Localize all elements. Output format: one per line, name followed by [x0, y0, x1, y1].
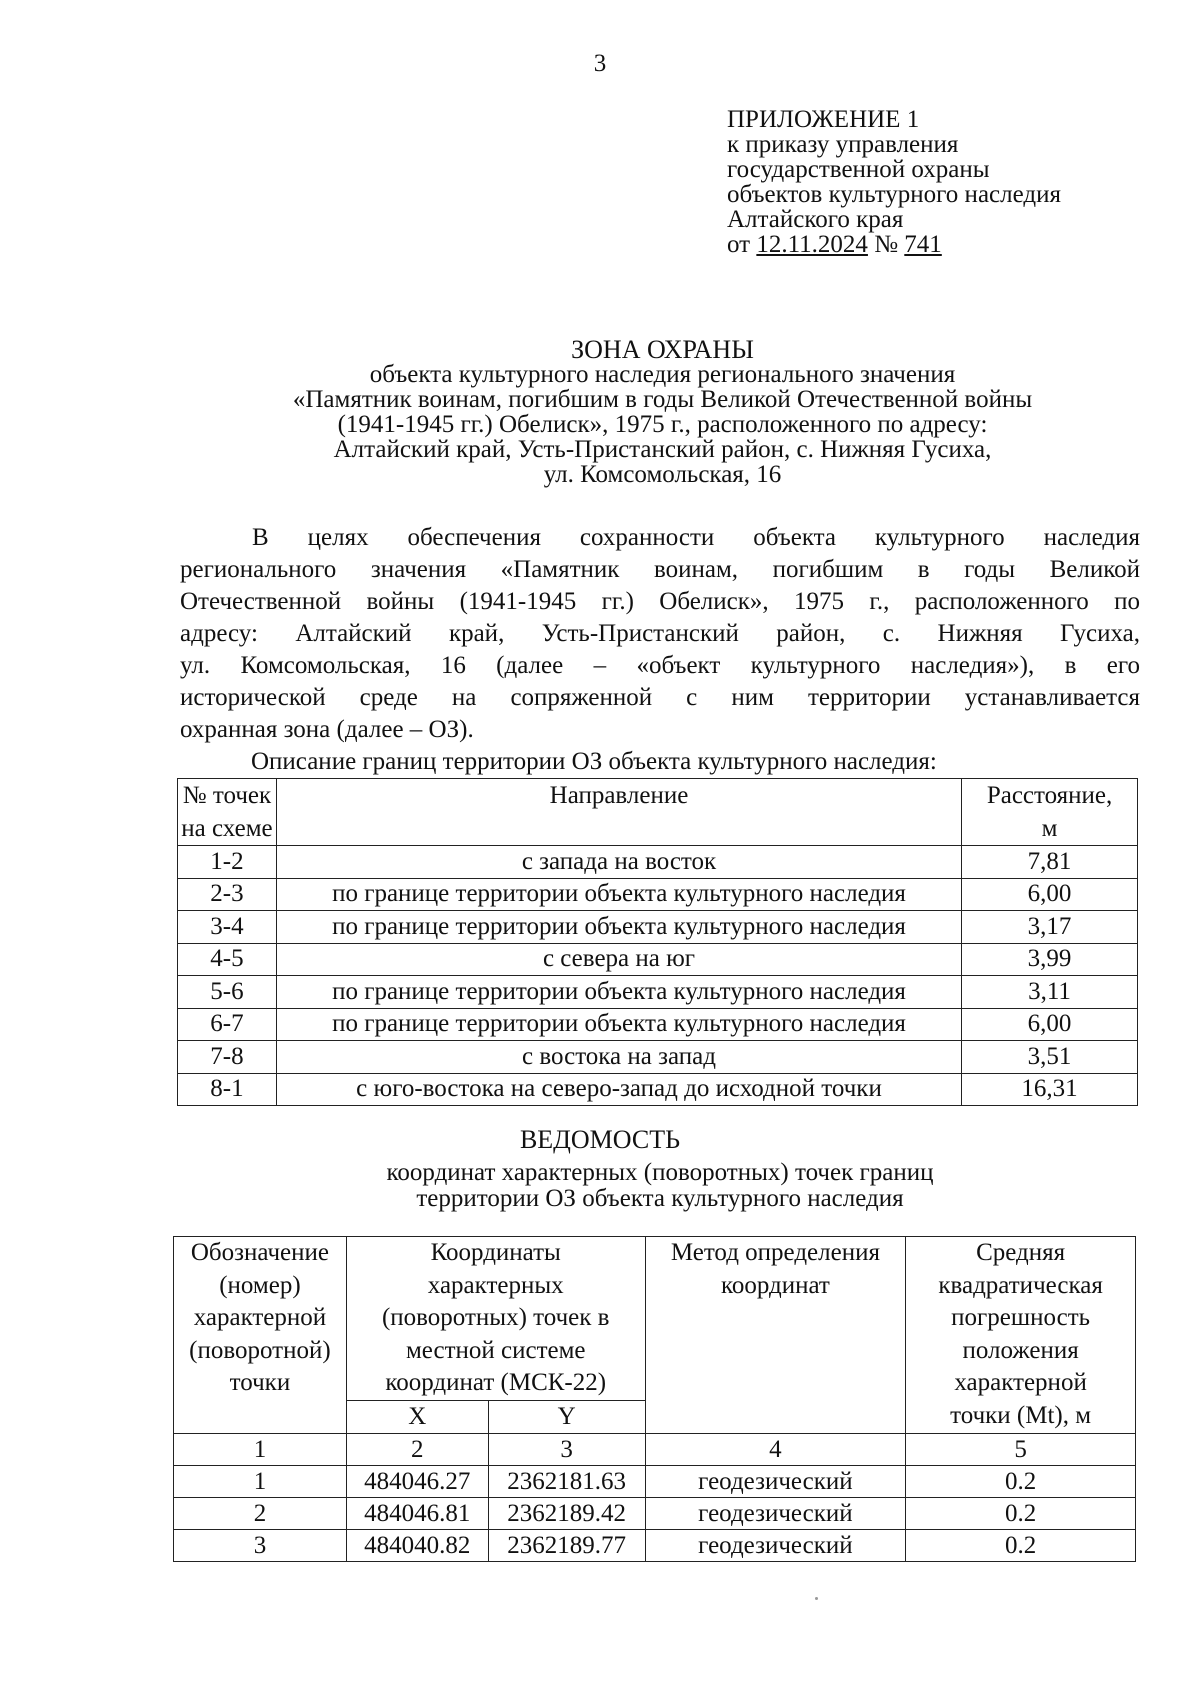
table-row [178, 1008, 1138, 1041]
paragraph-line: ул. Комсомольская, 16 (далее – «объект культурного наследия»), в его [180, 652, 1140, 679]
cell-error: 0.2 [906, 1466, 1136, 1498]
table-row [178, 1041, 1138, 1074]
row-direction: по границе территории объекта культурного наследия [276, 878, 961, 911]
row-points: 2-3 [178, 878, 277, 911]
table-row [174, 1498, 1136, 1530]
zone-line: объекта культурного наследия регионального значения [369, 361, 956, 388]
cell-point: 3 [174, 1530, 347, 1562]
table-row [178, 846, 1138, 879]
header-designation: Обозначение (номер) характерной (поворотной) точки [174, 1237, 347, 1434]
row-direction: по границе территории объекта культурного наследия [276, 911, 961, 944]
statement-title: ВЕДОМОСТЬ [519, 1125, 681, 1154]
paragraph-line: адресу: Алтайский край, Усть-Пристанский район, с. Нижняя Гусиха, [180, 620, 1140, 647]
table-header-row [178, 779, 1138, 846]
column-number: 1 [174, 1434, 347, 1466]
row-direction: по границе территории объекта культурного наследия [276, 1008, 961, 1041]
row-distance: 3,17 [962, 911, 1138, 944]
column-number: 2 [346, 1434, 488, 1466]
zone-line: Алтайский край, Усть-Пристанский район, с. Нижняя Гусиха, [333, 436, 992, 463]
row-points: 8-1 [178, 1073, 277, 1106]
cell-method: геодезический [645, 1530, 906, 1562]
column-number: 4 [645, 1434, 906, 1466]
coordinates-table [173, 1236, 1136, 1562]
row-points: 3-4 [178, 911, 277, 944]
row-direction: с севера на юг [276, 943, 961, 976]
cell-x: 484040.82 [346, 1530, 488, 1562]
intro-paragraph [180, 522, 1140, 746]
table-row [174, 1530, 1136, 1562]
column-number-row [174, 1434, 1136, 1466]
cell-point: 1 [174, 1466, 347, 1498]
cell-y: 2362189.77 [488, 1530, 645, 1562]
page-number: 3 [593, 50, 607, 77]
order-number: 741 [904, 231, 942, 258]
appendix-line: к приказу управления [727, 131, 959, 158]
row-distance: 3,51 [962, 1041, 1138, 1074]
header-y: Y [488, 1400, 645, 1434]
row-direction: с востока на запад [276, 1041, 961, 1074]
row-distance: 16,31 [962, 1073, 1138, 1106]
paragraph-line: В целях обеспечения сохранности объекта культурного наследия [252, 524, 1140, 551]
row-distance: 3,99 [962, 943, 1138, 976]
appendix-title: ПРИЛОЖЕНИЕ 1 [727, 106, 920, 133]
row-points: 4-5 [178, 943, 277, 976]
cell-error: 0.2 [906, 1498, 1136, 1530]
row-direction: с юго-востока на северо-запад до исходной точки [276, 1073, 961, 1106]
row-distance: 3,11 [962, 976, 1138, 1009]
paragraph-line: регионального значения «Памятник воинам, погибшим в годы Великой [180, 556, 1140, 583]
table-row [174, 1466, 1136, 1498]
appendix-block [727, 107, 1061, 257]
cell-method: геодезический [645, 1466, 906, 1498]
column-number: 3 [488, 1434, 645, 1466]
table-row [178, 976, 1138, 1009]
appendix-line: государственной охраны [727, 156, 990, 183]
zone-line: «Памятник воинам, погибшим в годы Великой Отечественной войны [292, 386, 1033, 413]
cell-y: 2362189.42 [488, 1498, 645, 1530]
row-points: 6-7 [178, 1008, 277, 1041]
table-row [178, 911, 1138, 944]
header-points: № точек на схеме [178, 779, 277, 846]
date-prefix: от [727, 231, 751, 258]
order-date: 12.11.2024 [756, 231, 868, 258]
paragraph-line: Отечественной войны (1941-1945 гг.) Обелиск», 1975 г., расположенного по [180, 588, 1140, 615]
cell-point: 2 [174, 1498, 347, 1530]
header-method: Метод определения координат [645, 1237, 906, 1434]
boundaries-caption: Описание границ территории ОЗ объекта культурного наследия: [251, 748, 937, 775]
row-distance: 6,00 [962, 878, 1138, 911]
row-direction: с запада на восток [276, 846, 961, 879]
table-header-row [174, 1237, 1136, 1401]
table-row [178, 943, 1138, 976]
row-direction: по границе территории объекта культурного наследия [276, 976, 961, 1009]
appendix-line: объектов культурного наследия [727, 181, 1061, 208]
cell-x: 484046.81 [346, 1498, 488, 1530]
header-coordinates: Координаты характерных (поворотных) точек в местной системе координат (МСК-22) [346, 1237, 645, 1401]
zone-line: (1941-1945 гг.) Обелиск», 1975 г., расположенного по адресу: [337, 411, 988, 438]
zone-title: ЗОНА ОХРАНЫ [571, 335, 754, 364]
row-points: 5-6 [178, 976, 277, 1009]
cell-method: геодезический [645, 1498, 906, 1530]
cell-x: 484046.27 [346, 1466, 488, 1498]
header-error: Средняя квадратическая погрешность положения характерной точки (Mt), м [906, 1237, 1136, 1434]
header-distance: Расстояние, м [962, 779, 1138, 846]
zone-line: ул. Комсомольская, 16 [543, 461, 782, 488]
header-x: X [346, 1400, 488, 1434]
column-number: 5 [906, 1434, 1136, 1466]
table-row [178, 878, 1138, 911]
row-points: 7-8 [178, 1041, 277, 1074]
row-distance: 6,00 [962, 1008, 1138, 1041]
row-points: 1-2 [178, 846, 277, 879]
paragraph-line: исторической среде на сопряженной с ним территории устанавливается [180, 684, 1140, 711]
appendix-line: Алтайского края [727, 206, 904, 233]
zone-heading [170, 337, 1155, 487]
row-distance: 7,81 [962, 846, 1138, 879]
paragraph-line: охранная зона (далее – ОЗ). [180, 716, 474, 743]
cell-y: 2362181.63 [488, 1466, 645, 1498]
cell-error: 0.2 [906, 1530, 1136, 1562]
table-row [178, 1073, 1138, 1106]
boundaries-table [177, 778, 1138, 1106]
appendix-date-line [727, 232, 1061, 257]
header-direction: Направление [276, 779, 961, 846]
statement-subtitle: координат характерных (поворотных) точек границ территории ОЗ объекта культурного наследия [386, 1159, 934, 1212]
scan-speck [815, 1597, 818, 1600]
number-sign: № [874, 231, 899, 258]
